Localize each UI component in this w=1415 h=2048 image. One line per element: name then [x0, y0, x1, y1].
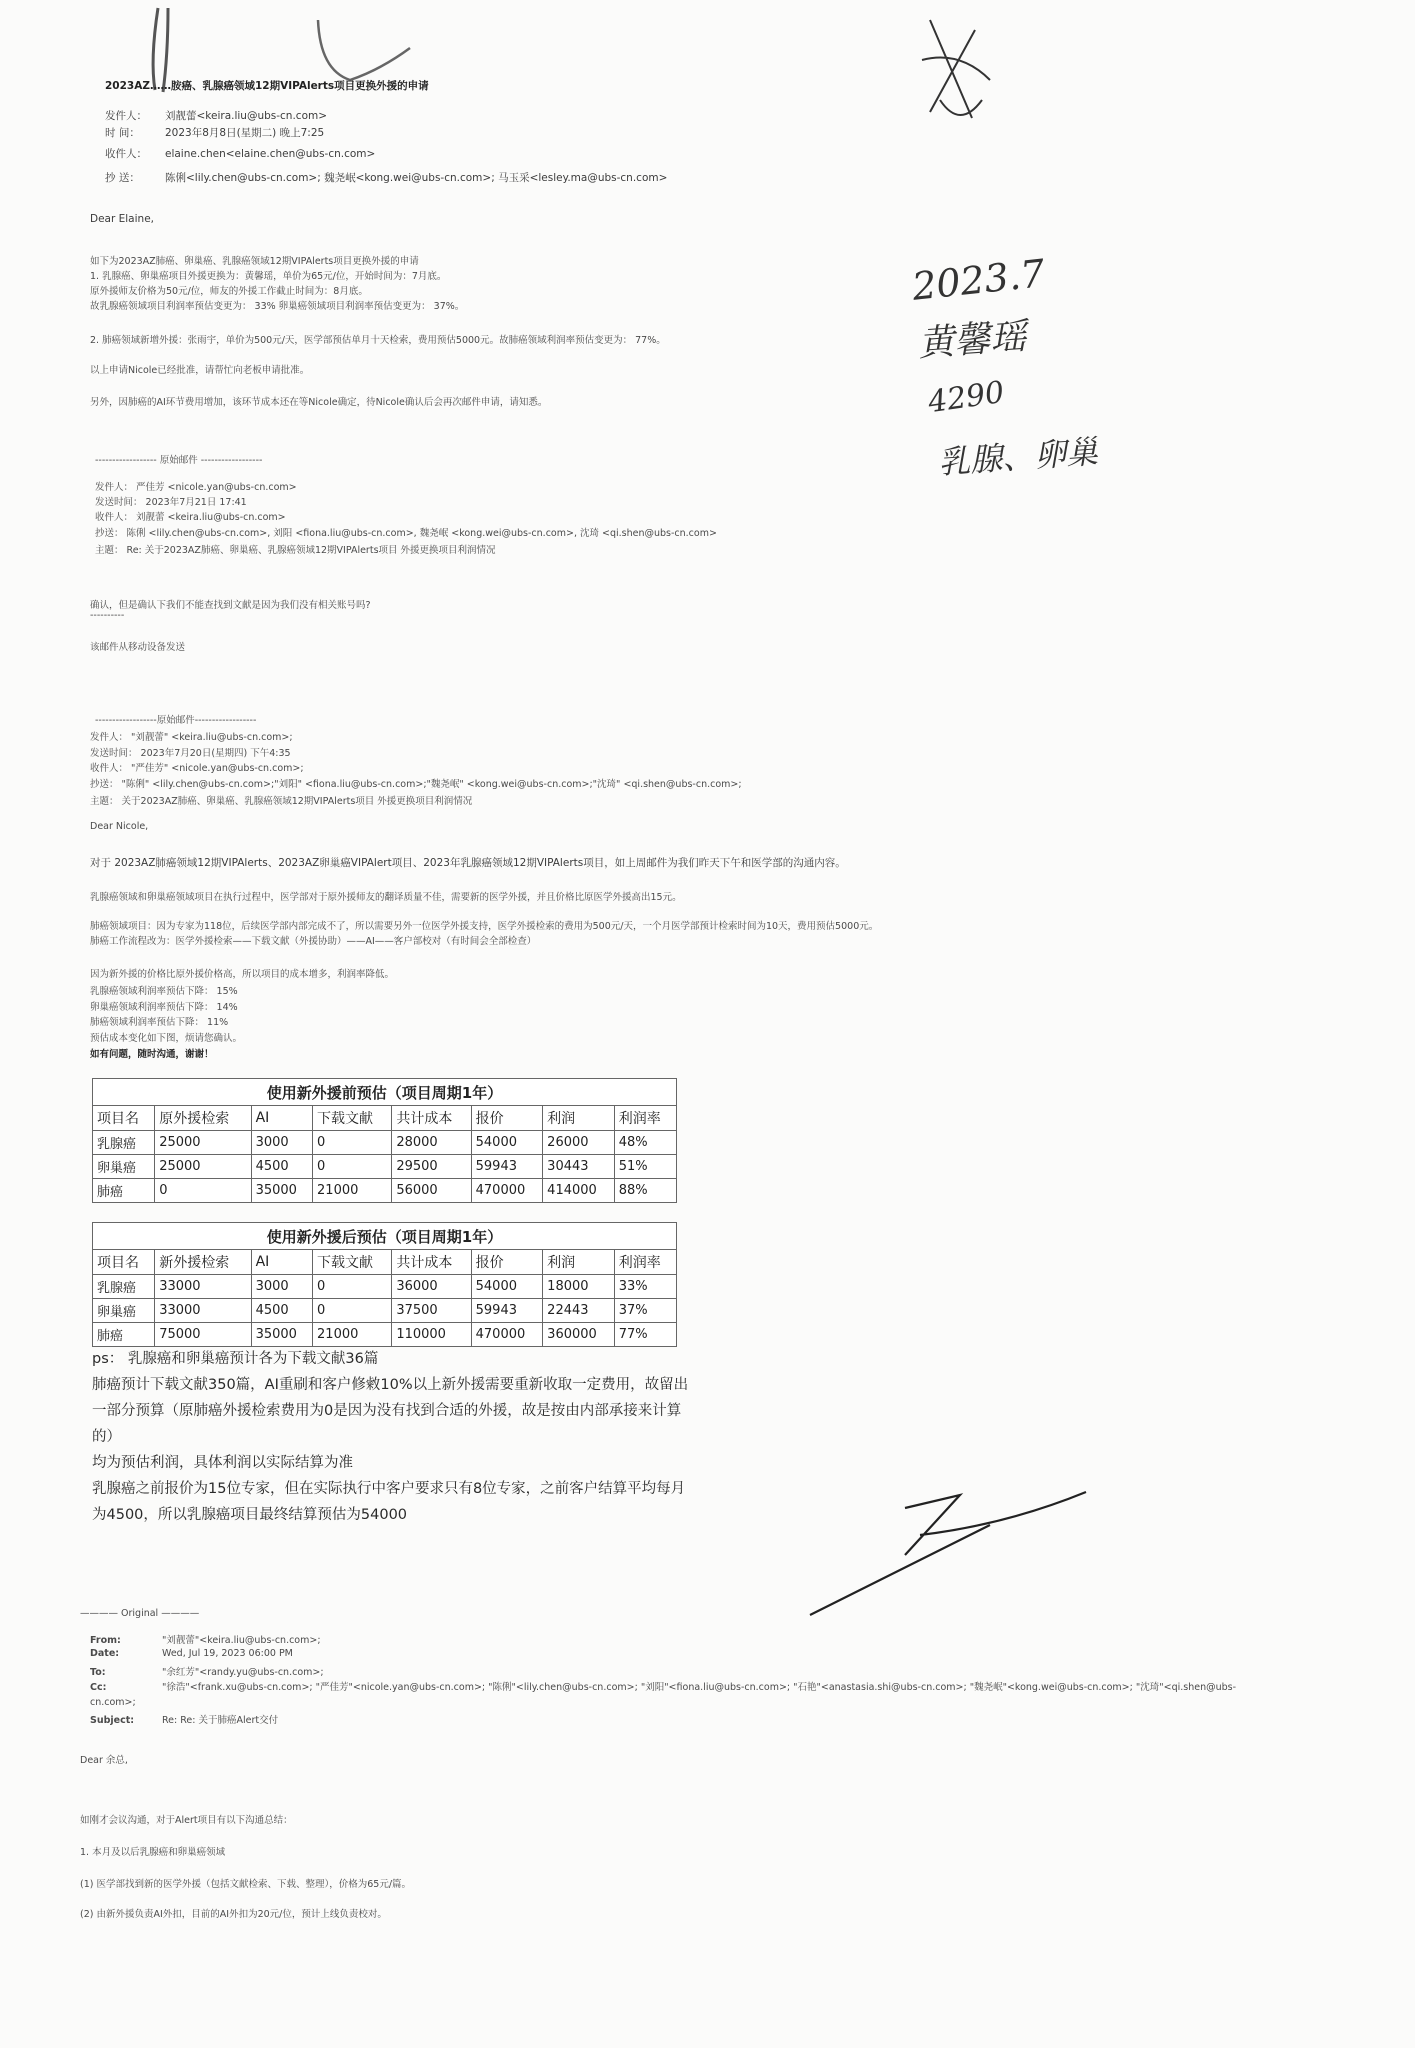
email1-p1: 1. 乳腺癌、卵巢癌项目外援更换为：黄馨瑶，单价为65元/位，开始时间为：7月底。 [90, 271, 447, 282]
ps-line2: 肺癌预计下载文献350篇，AI重刷和客户修敹10%以上新外援需要重新收取一定费用，故留出一部分预算（原肺癌外援检索费用为0是因为没有找到合适的外援，故是按由内部承接来计算的） [92, 1377, 689, 1445]
estimate-table-after [92, 1222, 677, 1347]
orig1-signature: 该邮件从移动设备发送 [90, 642, 186, 653]
from-value: "刘靓蕾"<keira.liu@ubs-cn.com>; [162, 1635, 321, 1646]
table-caption: 使用新外援后预估（项目周期1年） [93, 1223, 677, 1250]
cell: 470000 [471, 1323, 543, 1347]
handwritten-name: 黄馨瑶 [916, 316, 1028, 365]
subject-label: Subject: [90, 1715, 135, 1726]
cell: 470000 [471, 1179, 543, 1203]
orig2-sent: 发送时间： 2023年7月20日(星期四) 下午4:35 [90, 748, 291, 759]
col-header: AI [251, 1250, 312, 1275]
orig1-sent: 发送时间： 2023年7月21日 17:41 [95, 497, 247, 508]
approval-scribble [922, 20, 990, 118]
cell: 0 [313, 1275, 392, 1299]
col-header: 项目名 [93, 1106, 155, 1131]
cell: 25000 [155, 1131, 251, 1155]
cell: 30443 [543, 1155, 615, 1179]
cell: 21000 [313, 1323, 392, 1347]
cell: 54000 [471, 1275, 543, 1299]
date-value: Wed, Jul 19, 2023 06:00 PM [162, 1648, 293, 1659]
orig2-from: 发件人： "刘靓蕾" <keira.liu@ubs-cn.com>; [90, 732, 293, 743]
email1-p5: 以上申请Nicole已经批准，请帮忙向老板申请批准。 [90, 365, 310, 376]
ps-line1: ps： 乳腺癌和卵巢癌预计各为下载文献36篇 [92, 1351, 379, 1367]
cell: 卵巢癌 [93, 1299, 155, 1323]
cell: 0 [313, 1155, 392, 1179]
orig3-divider: ———— Original ———— [80, 1608, 200, 1619]
from-value: 刘靓蕾<keira.liu@ubs-cn.com> [165, 110, 328, 122]
cell: 88% [614, 1179, 676, 1203]
orig2-p1: 对于 2023AZ肺癌领域12期VIPAlerts、2023AZ卵巢癌VIPAlert项目、2023年乳腺癌领域12期VIPAlerts项目，如上周邮件为我们昨天下午和医学部的沟通内容。 [90, 857, 846, 869]
table-row [93, 1299, 677, 1323]
cell: 0 [313, 1299, 392, 1323]
from-label: From: [90, 1635, 121, 1646]
cell: 21000 [313, 1179, 392, 1203]
email1-p3: 故乳腺癌领域项目利润率预估变更为： 33% 卵巢癌领域项目利润率预估变更为： 37%。 [90, 301, 465, 312]
cell: 54000 [471, 1131, 543, 1155]
orig3-subject [90, 1712, 278, 1726]
cell: 414000 [543, 1179, 615, 1203]
handwritten-fields: 乳腺、卵巢 [937, 432, 1100, 482]
col-header: 下载文献 [313, 1106, 392, 1131]
orig1-body: 确认，但是确认下我们不能查找到文献是因为我们没有相关账号吗? [90, 600, 371, 611]
col-header: AI [251, 1106, 312, 1131]
orig2-l2: 卵巢癌领域利润率预估下降： 14% [90, 1002, 238, 1013]
cell: 48% [614, 1131, 676, 1155]
cell: 35000 [251, 1179, 312, 1203]
cell: 59943 [471, 1155, 543, 1179]
orig2-p5: 因为新外援的价格比原外援价格高，所以项目的成本增多，利润率降低。 [90, 969, 395, 980]
orig3-date [90, 1648, 293, 1659]
subject-value: Re: Re: 关于肺癌Alert交付 [162, 1715, 279, 1726]
col-header: 项目名 [93, 1250, 155, 1275]
col-header: 共计成本 [392, 1106, 471, 1131]
email1-subject: 2023AZ……胺癌、乳腺癌领域12期VIPAlerts项目更换外援的申请 [105, 80, 429, 92]
orig3-greeting: Dear 余总, [80, 1755, 128, 1766]
cell: 乳腺癌 [93, 1131, 155, 1155]
table-row [93, 1155, 677, 1179]
orig2-divider: ------------------原始邮件------------------ [95, 715, 257, 726]
orig2-l5: 如有问题，随时沟通，谢谢！ [90, 1049, 214, 1060]
cell: 37500 [392, 1299, 471, 1323]
email1-p6: 另外，因肺癌的AI环节费用增加，该环节成本还在等Nicole确定，待Nicole确认后会再次邮件申请，请知悉。 [90, 397, 548, 408]
cell: 35000 [251, 1323, 312, 1347]
cell: 33% [614, 1275, 676, 1299]
cell: 肺癌 [93, 1179, 155, 1203]
email1-cc [105, 170, 667, 185]
to-label: To: [90, 1667, 106, 1678]
cell: 肺癌 [93, 1323, 155, 1347]
to-label: 收件人： [105, 148, 147, 160]
orig3-p4: (2) 由新外援负责AI外扣，目前的AI外扣为20元/位，预计上线负责校对。 [80, 1909, 387, 1920]
col-header: 下载文献 [313, 1250, 392, 1275]
orig1-dashes: ---------- [90, 610, 125, 621]
orig2-l4: 预估成本变化如下图，烦请您确认。 [90, 1033, 243, 1044]
cc-label: Cc: [90, 1682, 107, 1693]
cell: 3000 [251, 1131, 312, 1155]
col-header: 共计成本 [392, 1250, 471, 1275]
cell: 360000 [543, 1323, 615, 1347]
cell: 59943 [471, 1299, 543, 1323]
cc-label: 抄 送： [105, 172, 140, 184]
orig2-greeting: Dear Nicole, [90, 821, 149, 832]
orig1-subject: 主题： Re: 关于2023AZ肺癌、卵巢癌、乳腺癌领域12期VIPAlerts项目 外援更换项目利润情况 [95, 545, 496, 556]
orig2-p4: 肺癌工作流程改为：医学外援检索——下载文献（外援协助）——AI——客户部校对（有时间会全部检查） [90, 936, 537, 947]
email1-to [105, 146, 375, 161]
cell: 4500 [251, 1155, 312, 1179]
orig3-p2: 1. 本月及以后乳腺癌和卵巢癌领域 [80, 1847, 226, 1858]
orig2-subject: 主题： 关于2023AZ肺癌、卵巢癌、乳腺癌领域12期VIPAlerts项目 外援更换项目利润情况 [90, 796, 473, 807]
table-caption: 使用新外援前预估（项目周期1年） [93, 1079, 677, 1106]
table-row [93, 1131, 677, 1155]
orig2-to: 收件人： "严佳芳" <nicole.yan@ubs-cn.com>; [90, 763, 304, 774]
col-header: 利润 [543, 1250, 615, 1275]
cell: 0 [313, 1131, 392, 1155]
orig2-p2: 乳腺癌领域和卵巢癌领域项目在执行过程中，医学部对于原外援师友的翻译质量不佳，需要新的医学外援，并且价格比原医学外援高出15元。 [90, 892, 682, 903]
orig1-to: 收件人： 刘靓蕾 <keira.liu@ubs-cn.com> [95, 512, 286, 523]
cell: 29500 [392, 1155, 471, 1179]
orig3-from [90, 1632, 321, 1646]
orig2-l1: 乳腺癌领域利润率预估下降： 15% [90, 986, 238, 997]
orig1-from: 发件人： 严佳芳 <nicole.yan@ubs-cn.com> [95, 482, 297, 493]
from-label: 发件人： [105, 110, 147, 122]
col-header: 利润率 [614, 1250, 676, 1275]
handwritten-date: 2023.7 [910, 251, 1047, 309]
cell: 0 [155, 1179, 251, 1203]
estimate-table-before [92, 1078, 677, 1203]
date-label: Date: [90, 1648, 120, 1659]
cell: 28000 [392, 1131, 471, 1155]
orig3-p3: (1) 医学部找到新的医学外援（包括文献检索、下载、整理），价格为65元/篇。 [80, 1879, 412, 1890]
col-header: 利润 [543, 1106, 615, 1131]
col-header: 新外援检索 [155, 1250, 251, 1275]
orig2-p3: 肺癌领域项目：因为专家为118位，后续医学部内部完成不了，所以需要另外一位医学外援支持，医学外援检索的费用为500元/天，一个月医学部预计检索时间为10天，费用预估5000元。 [90, 921, 879, 932]
email1-from [105, 108, 327, 123]
cell: 4500 [251, 1299, 312, 1323]
cc-value: "徐浩"<frank.xu@ubs-cn.com>; "严佳芳"<nicole.yan@ubs-cn.com>; "陈俐"<lily.chen@ubs-cn.com>; "刘阳"<fiona.liu@ubs-cn.com>; "石艳"<anastasia.shi@ubs-cn.com>; "魏尧岷"<kong.wei@ubs-cn.com>; "沈琦"<qi.shen@ubs-cn.com>; [90, 1682, 1237, 1708]
cell: 3000 [251, 1275, 312, 1299]
orig3-p1: 如刚才会议沟通，对于Alert项目有以下沟通总结： [80, 1815, 293, 1826]
to-value: "余红芳"<randy.yu@ubs-cn.com>; [162, 1667, 324, 1678]
orig3-cc [90, 1680, 1270, 1710]
orig1-cc: 抄送： 陈俐 <lily.chen@ubs-cn.com>, 刘阳 <fiona.liu@ubs-cn.com>, 魏尧岷 <kong.wei@ubs-cn.com>, 沈琦 <qi.shen@ubs-cn.com> [95, 528, 717, 539]
cell: 33000 [155, 1275, 251, 1299]
cell: 25000 [155, 1155, 251, 1179]
handwritten-number: 4290 [925, 374, 1007, 421]
orig3-to [90, 1664, 324, 1678]
email1-time [105, 125, 324, 140]
cell: 56000 [392, 1179, 471, 1203]
to-value: elaine.chen<elaine.chen@ubs-cn.com> [165, 148, 376, 160]
time-label: 时 间： [105, 127, 140, 139]
table-row [93, 1179, 677, 1203]
cell: 77% [614, 1323, 676, 1347]
col-header: 报价 [471, 1250, 543, 1275]
table-row [93, 1275, 677, 1299]
cell: 18000 [543, 1275, 615, 1299]
cell: 33000 [155, 1299, 251, 1323]
col-header: 利润率 [614, 1106, 676, 1131]
cell: 51% [614, 1155, 676, 1179]
col-header: 原外援检索 [155, 1106, 251, 1131]
cell: 37% [614, 1299, 676, 1323]
orig1-divider: ------------------ 原始邮件 ------------------ [95, 455, 263, 466]
cell: 26000 [543, 1131, 615, 1155]
cell: 36000 [392, 1275, 471, 1299]
ps-line4: 乳腺癌之前报价为15位专家，但在实际执行中客户要求只有8位专家，之前客户结算平均每月为4500，所以乳腺癌项目最终结算预估为54000 [92, 1481, 686, 1523]
orig2-l3: 肺癌领域利润率预估下降： 11% [90, 1017, 229, 1028]
cell: 22443 [543, 1299, 615, 1323]
email1-p4: 2. 肺癌领域新增外援：张雨宇，单价为500元/天，医学部预估单月十天检索，费用预估5000元。故肺癌领域利润率预估变更为： 77%。 [90, 335, 666, 346]
check-mark [318, 20, 410, 80]
email1-p2: 原外援师友价格为50元/位，师友的外援工作截止时间为：8月底。 [90, 286, 368, 297]
time-value: 2023年8月8日(星期二) 晚上7:25 [165, 127, 325, 139]
email1-greeting: Dear Elaine, [90, 213, 154, 225]
cell: 110000 [392, 1323, 471, 1347]
col-header: 报价 [471, 1106, 543, 1131]
table-row [93, 1323, 677, 1347]
cell: 卵巢癌 [93, 1155, 155, 1179]
ps-line3: 均为预估利润，具体利润以实际结算为准 [92, 1455, 353, 1471]
orig2-cc: 抄送： "陈俐" <lily.chen@ubs-cn.com>;"刘阳" <fiona.liu@ubs-cn.com>;"魏尧岷" <kong.wei@ubs-cn.com>;"沈琦" <qi.shen@ubs-cn.com>; [90, 779, 742, 790]
email1-intro: 如下为2023AZ肺癌、卵巢癌、乳腺癌领域12期VIPAlerts项目更换外援的申请 [90, 256, 419, 267]
signature-scribble [810, 1492, 1086, 1615]
cc-value: 陈俐<lily.chen@ubs-cn.com>; 魏尧岷<kong.wei@ubs-cn.com>; 马玉采<lesley.ma@ubs-cn.com> [165, 172, 668, 184]
cell: 乳腺癌 [93, 1275, 155, 1299]
cell: 75000 [155, 1323, 251, 1347]
